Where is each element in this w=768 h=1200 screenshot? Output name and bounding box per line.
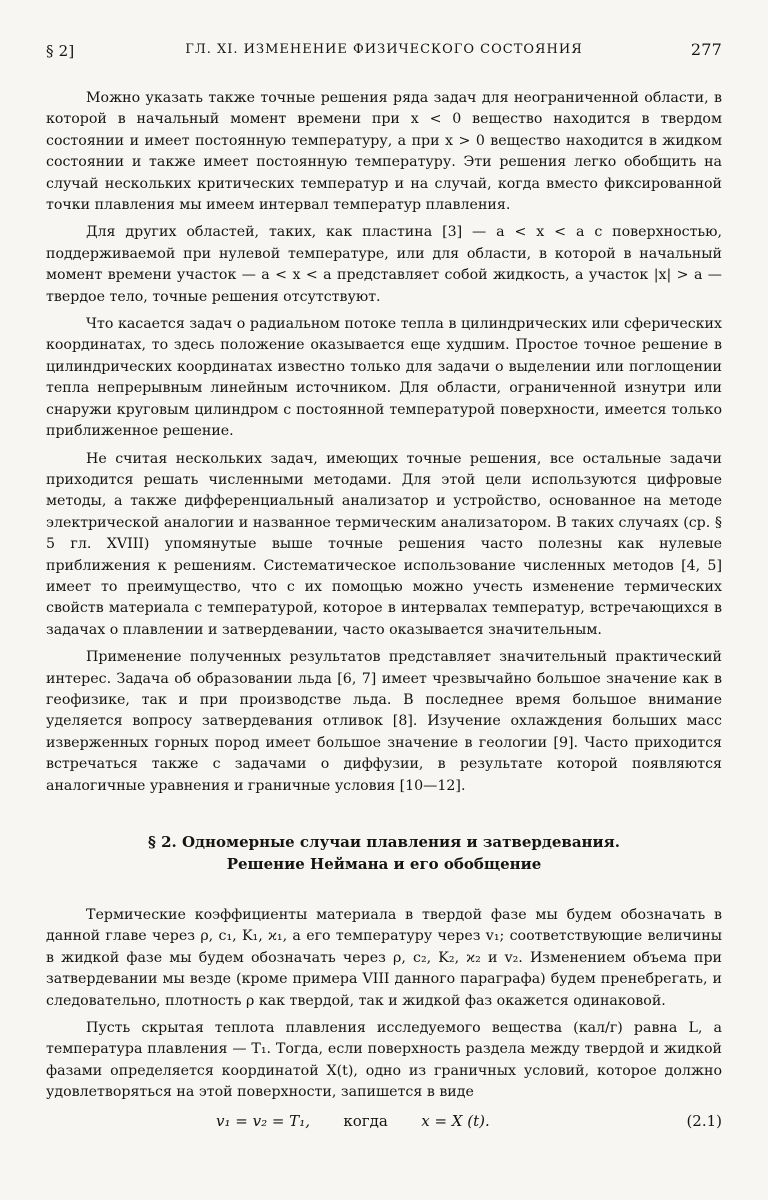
section-heading-line: Решение Неймана и его обобщение [226, 855, 542, 873]
equation [46, 1110, 722, 1136]
header-chapter-title: ГЛ. XI. ИЗМЕНЕНИЕ ФИЗИЧЕСКОГО СОСТОЯНИЯ [185, 42, 583, 57]
paragraph: Для других областей, таких, как пластина [3] — a < x < a с поверхностью, поддерживаемой при нулевой температуре, или для области, в которой в начальный момент времени участок — a < x < a представляет собой жидкость, а участок |x| > a — твердое тело, точные решения отсутствуют. [46, 224, 722, 305]
page [46, 38, 722, 1136]
paragraph: Применение полученных результатов представляет значительный практический интерес. Задача об образовании льда [6, 7] имеет чрезвычайно большое значение как в геофизике, так и при производстве льда. В последнее время большое внимание уделяется вопросу затвердевания отливок [8]. Изучение охлаждения больших масс изверженных горных пород имеет большое значение в геологии [9]. Часто приходится встречаться также с задачами о диффузии, в результате которой появляются аналогичные уравнения и граничные условия [10—12]. [46, 649, 722, 794]
paragraph: Пусть скрытая теплота плавления исследуемого вещества (кал/г) равна L, а температура плавления — T₁. Тогда, если поверхность раздела между твердой и жидкой фазами определяется координатой X(t), одно из граничных условий, которое должно удовлетворяться на этой поверхности, запишется в виде [46, 1020, 722, 1101]
equation-number: (2.1) [686, 1111, 722, 1130]
section-heading [46, 831, 722, 875]
equation-rhs: x = X (t). [421, 1111, 490, 1130]
page-number: 277 [690, 40, 722, 59]
paragraph: Что касается задач о радиальном потоке тепла в цилиндрических или сферических координатах, то здесь положение оказывается еще худшим. Простое точное решение в цилиндрических координатах известно только для задачи о выделении или поглощении тепла непрерывным линейным источником. Для области, ограниченной изнутри или снаружи круговым цилиндром с постоянной температурой поверхности, имеется только приближенное решение. [46, 316, 722, 440]
running-header [46, 38, 722, 64]
header-section-ref: § 2] [46, 42, 75, 60]
main-text [46, 88, 722, 1136]
section-heading-line: § 2. Одномерные случаи плавления и затвердевания. [148, 833, 620, 851]
equation-word: когда [343, 1111, 388, 1130]
equation-lhs: v₁ = v₂ = T₁, [216, 1111, 310, 1130]
equation-body [216, 1112, 490, 1130]
paragraph: Не считая нескольких задач, имеющих точные решения, все остальные задачи приходится решать численными методами. Для этой цели используются цифровые методы, а также дифференциальный анализатор и устройство, основанное на методе электрической аналогии и названное термическим анализатором. В таких случаях (ср. § 5 гл. XVIII) упомянутые выше точные решения часто полезны как нулевые приближения к решениям. Систематическое использование численных методов [4, 5] имеет то преимущество, что с их помощью можно учесть изменение термических свойств материала с температурой, которое в интервалах температур, встречающихся в задачах о плавлении и затвердевании, часто оказывается значительным. [46, 450, 722, 638]
paragraph: Можно указать также точные решения ряда задач для неограниченной области, в которой в начальный момент времени при x < 0 вещество находится в твердом состоянии и имеет постоянную температуру, а при x > 0 вещество находится в жидком состоянии и также имеет постоянную температуру. Эти решения легко обобщить на случай нескольких критических температур и на случай, когда вместо фиксированной точки плавления мы имеем интервал температур плавления. [46, 90, 722, 214]
paragraph: Термические коэффициенты материала в твердой фазе мы будем обозначать в данной главе через ρ, c₁, K₁, ϰ₁, а его температуру через v₁; соответствующие величины в жидкой фазе мы будем обозначать через ρ, c₂, K₂, ϰ₂ и v₂. Изменением объема при затвердевании мы везде (кроме примера VIII данного параграфа) будем пренебрегать, и следовательно, плотность ρ как твердой, так и жидкой фаз окажется одинаковой. [46, 907, 722, 1009]
